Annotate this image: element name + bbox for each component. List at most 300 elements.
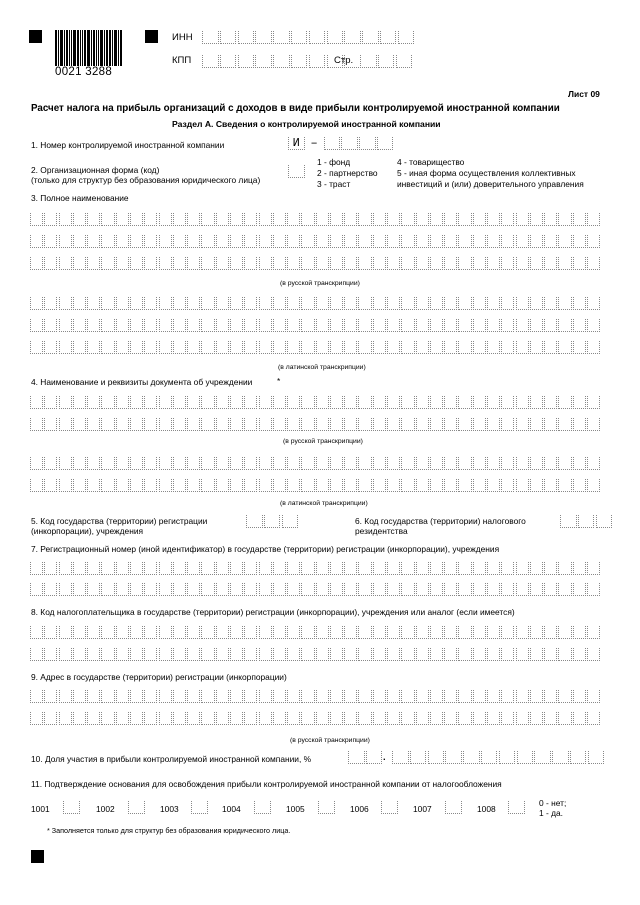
char-cell[interactable] [201,213,214,226]
char-cell[interactable] [530,341,543,354]
field-3-latin-row[interactable] [30,319,601,332]
char-cell[interactable] [216,297,229,310]
char-cell[interactable] [344,235,357,248]
exemption-code-input[interactable] [318,801,336,814]
char-cell[interactable] [44,418,57,431]
char-cell[interactable] [301,341,314,354]
char-cell[interactable] [330,319,343,332]
char-cell[interactable] [430,583,443,596]
char-cell[interactable] [444,457,457,470]
char-cell[interactable] [344,712,357,725]
char-cell[interactable] [587,690,600,703]
char-cell[interactable] [30,457,43,470]
char-cell[interactable] [87,319,100,332]
char-cell[interactable] [344,213,357,226]
char-cell[interactable] [473,648,486,661]
char-cell[interactable] [573,213,586,226]
char-cell[interactable] [173,648,186,661]
char-cell[interactable] [287,648,300,661]
char-cell[interactable] [358,341,371,354]
field-4-russian-row[interactable] [30,418,601,431]
char-cell[interactable] [230,257,243,270]
char-cell[interactable] [187,396,200,409]
char-cell[interactable] [516,319,529,332]
char-cell[interactable] [501,341,514,354]
char-cell[interactable] [73,319,86,332]
char-cell[interactable] [430,418,443,431]
char-cell[interactable] [344,257,357,270]
char-cell[interactable] [187,213,200,226]
char-cell[interactable] [401,235,414,248]
char-cell[interactable] [287,396,300,409]
char-cell[interactable] [244,648,257,661]
char-cell[interactable] [73,341,86,354]
char-cell[interactable] [516,457,529,470]
char-cell[interactable] [73,648,86,661]
char-cell[interactable] [201,457,214,470]
char-cell[interactable] [516,562,529,575]
char-cell[interactable] [373,418,386,431]
char-cell[interactable] [116,341,129,354]
field-4-latin-row[interactable] [30,457,601,470]
char-cell[interactable] [230,690,243,703]
char-cell[interactable] [216,712,229,725]
char-cell[interactable] [516,418,529,431]
char-cell[interactable] [573,712,586,725]
char-cell[interactable] [259,235,272,248]
char-cell[interactable] [401,626,414,639]
char-cell[interactable] [116,648,129,661]
char-cell[interactable] [516,690,529,703]
char-cell[interactable] [587,418,600,431]
char-cell[interactable] [44,712,57,725]
char-cell[interactable] [330,690,343,703]
char-cell[interactable] [358,479,371,492]
char-cell[interactable] [244,712,257,725]
char-cell[interactable] [373,257,386,270]
char-cell[interactable] [358,396,371,409]
char-cell[interactable] [159,479,172,492]
char-cell[interactable] [373,562,386,575]
char-cell[interactable] [473,626,486,639]
char-cell[interactable] [430,626,443,639]
char-cell[interactable] [387,690,400,703]
char-cell[interactable] [59,648,72,661]
char-cell[interactable] [173,213,186,226]
char-cell[interactable] [130,712,143,725]
char-cell[interactable] [416,396,429,409]
char-cell[interactable] [130,418,143,431]
char-cell[interactable] [301,648,314,661]
exemption-code-input[interactable] [191,801,209,814]
char-cell[interactable] [444,396,457,409]
char-cell[interactable] [101,418,114,431]
page-number-field[interactable] [360,55,413,68]
char-cell[interactable] [473,712,486,725]
char-cell[interactable] [201,712,214,725]
char-cell[interactable] [259,319,272,332]
char-cell[interactable] [544,257,557,270]
char-cell[interactable] [259,341,272,354]
char-cell[interactable] [259,418,272,431]
char-cell[interactable] [216,690,229,703]
char-cell[interactable] [487,341,500,354]
char-cell[interactable] [430,319,443,332]
char-cell[interactable] [244,457,257,470]
char-cell[interactable] [30,583,43,596]
char-cell[interactable] [544,583,557,596]
char-cell[interactable] [173,457,186,470]
field-3-russian-row[interactable] [30,257,601,270]
char-cell[interactable] [244,479,257,492]
char-cell[interactable] [259,396,272,409]
char-cell[interactable] [416,479,429,492]
char-cell[interactable] [101,712,114,725]
char-cell[interactable] [30,479,43,492]
char-cell[interactable] [558,626,571,639]
char-cell[interactable] [458,396,471,409]
char-cell[interactable] [358,418,371,431]
char-cell[interactable] [473,235,486,248]
char-cell[interactable] [44,479,57,492]
char-cell[interactable] [373,479,386,492]
char-cell[interactable] [387,648,400,661]
char-cell[interactable] [230,319,243,332]
char-cell[interactable] [387,712,400,725]
char-cell[interactable] [430,297,443,310]
char-cell[interactable] [301,319,314,332]
char-cell[interactable] [44,319,57,332]
char-cell[interactable] [216,341,229,354]
char-cell[interactable] [130,396,143,409]
char-cell[interactable] [244,297,257,310]
char-cell[interactable] [444,341,457,354]
char-cell[interactable] [573,626,586,639]
char-cell[interactable] [316,690,329,703]
char-cell[interactable] [373,457,386,470]
char-cell[interactable] [244,235,257,248]
char-cell[interactable] [30,213,43,226]
char-cell[interactable] [316,562,329,575]
char-cell[interactable] [458,712,471,725]
char-cell[interactable] [558,396,571,409]
char-cell[interactable] [287,457,300,470]
char-cell[interactable] [573,583,586,596]
char-cell[interactable] [244,257,257,270]
char-cell[interactable] [330,457,343,470]
char-cell[interactable] [216,213,229,226]
char-cell[interactable] [44,562,57,575]
char-cell[interactable] [73,562,86,575]
char-cell[interactable] [316,457,329,470]
char-cell[interactable] [544,479,557,492]
char-cell[interactable] [187,257,200,270]
char-cell[interactable] [330,479,343,492]
char-cell[interactable] [273,562,286,575]
char-cell[interactable] [573,396,586,409]
char-cell[interactable] [216,648,229,661]
char-cell[interactable] [87,626,100,639]
char-cell[interactable] [187,341,200,354]
char-cell[interactable] [544,648,557,661]
char-cell[interactable] [73,626,86,639]
char-cell[interactable] [587,341,600,354]
char-cell[interactable] [330,626,343,639]
char-cell[interactable] [444,213,457,226]
char-cell[interactable] [444,319,457,332]
char-cell[interactable] [587,626,600,639]
char-cell[interactable] [201,341,214,354]
char-cell[interactable] [301,479,314,492]
char-cell[interactable] [130,257,143,270]
char-cell[interactable] [44,213,57,226]
char-cell[interactable] [358,690,371,703]
char-cell[interactable] [501,418,514,431]
char-cell[interactable] [458,583,471,596]
char-cell[interactable] [244,583,257,596]
char-cell[interactable] [87,648,100,661]
char-cell[interactable] [30,396,43,409]
char-cell[interactable] [558,341,571,354]
char-cell[interactable] [530,319,543,332]
char-cell[interactable] [358,648,371,661]
field-4-latin-row[interactable] [30,479,601,492]
char-cell[interactable] [116,297,129,310]
char-cell[interactable] [187,690,200,703]
char-cell[interactable] [430,341,443,354]
char-cell[interactable] [587,479,600,492]
char-cell[interactable] [558,213,571,226]
char-cell[interactable] [87,479,100,492]
char-cell[interactable] [316,626,329,639]
char-cell[interactable] [373,583,386,596]
char-cell[interactable] [458,648,471,661]
char-cell[interactable] [130,479,143,492]
char-cell[interactable] [87,341,100,354]
char-cell[interactable] [587,297,600,310]
char-cell[interactable] [501,583,514,596]
char-cell[interactable] [116,712,129,725]
char-cell[interactable] [358,712,371,725]
char-cell[interactable] [458,341,471,354]
char-cell[interactable] [287,257,300,270]
char-cell[interactable] [130,626,143,639]
char-cell[interactable] [544,235,557,248]
char-cell[interactable] [330,583,343,596]
char-cell[interactable] [330,297,343,310]
char-cell[interactable] [159,690,172,703]
char-cell[interactable] [73,690,86,703]
char-cell[interactable] [344,297,357,310]
char-cell[interactable] [358,213,371,226]
char-cell[interactable] [30,341,43,354]
char-cell[interactable] [244,626,257,639]
char-cell[interactable] [473,479,486,492]
char-cell[interactable] [558,257,571,270]
char-cell[interactable] [116,235,129,248]
char-cell[interactable] [573,235,586,248]
char-cell[interactable] [59,319,72,332]
char-cell[interactable] [544,457,557,470]
char-cell[interactable] [259,626,272,639]
char-cell[interactable] [573,418,586,431]
char-cell[interactable] [259,479,272,492]
char-cell[interactable] [416,418,429,431]
char-cell[interactable] [101,479,114,492]
char-cell[interactable] [259,457,272,470]
char-cell[interactable] [558,457,571,470]
char-cell[interactable] [373,235,386,248]
char-cell[interactable] [187,457,200,470]
char-cell[interactable] [44,690,57,703]
char-cell[interactable] [401,690,414,703]
char-cell[interactable] [159,235,172,248]
char-cell[interactable] [558,418,571,431]
char-cell[interactable] [516,297,529,310]
inn-field[interactable] [202,31,416,44]
char-cell[interactable] [201,648,214,661]
char-cell[interactable] [101,235,114,248]
char-cell[interactable] [201,319,214,332]
char-cell[interactable] [244,341,257,354]
char-cell[interactable] [44,341,57,354]
char-cell[interactable] [187,626,200,639]
char-cell[interactable] [101,583,114,596]
char-cell[interactable] [358,257,371,270]
char-cell[interactable] [87,235,100,248]
char-cell[interactable] [201,690,214,703]
char-cell[interactable] [387,457,400,470]
char-cell[interactable] [516,341,529,354]
char-cell[interactable] [430,479,443,492]
char-cell[interactable] [387,341,400,354]
char-cell[interactable] [273,396,286,409]
char-cell[interactable] [487,213,500,226]
char-cell[interactable] [187,297,200,310]
char-cell[interactable] [144,396,157,409]
char-cell[interactable] [159,562,172,575]
char-cell[interactable] [59,396,72,409]
char-cell[interactable] [387,213,400,226]
char-cell[interactable] [473,297,486,310]
char-cell[interactable] [130,648,143,661]
char-cell[interactable] [259,257,272,270]
char-cell[interactable] [301,457,314,470]
char-cell[interactable] [173,235,186,248]
char-cell[interactable] [573,648,586,661]
char-cell[interactable] [530,648,543,661]
char-cell[interactable] [273,479,286,492]
char-cell[interactable] [30,297,43,310]
char-cell[interactable] [144,712,157,725]
char-cell[interactable] [87,418,100,431]
char-cell[interactable] [387,235,400,248]
char-cell[interactable] [330,396,343,409]
char-cell[interactable] [558,562,571,575]
char-cell[interactable] [30,418,43,431]
char-cell[interactable] [273,319,286,332]
char-cell[interactable] [130,319,143,332]
char-cell[interactable] [401,319,414,332]
char-cell[interactable] [187,648,200,661]
char-cell[interactable] [430,213,443,226]
char-cell[interactable] [287,562,300,575]
char-cell[interactable] [544,396,557,409]
char-cell[interactable] [130,297,143,310]
char-cell[interactable] [44,648,57,661]
char-cell[interactable] [273,418,286,431]
char-cell[interactable] [587,583,600,596]
char-cell[interactable] [387,319,400,332]
char-cell[interactable] [501,562,514,575]
char-cell[interactable] [44,297,57,310]
char-cell[interactable] [587,319,600,332]
char-cell[interactable] [416,626,429,639]
char-cell[interactable] [144,319,157,332]
char-cell[interactable] [473,562,486,575]
char-cell[interactable] [387,562,400,575]
char-cell[interactable] [273,583,286,596]
char-cell[interactable] [173,583,186,596]
char-cell[interactable] [473,583,486,596]
char-cell[interactable] [516,712,529,725]
char-cell[interactable] [573,341,586,354]
char-cell[interactable] [101,319,114,332]
char-cell[interactable] [230,648,243,661]
char-cell[interactable] [587,562,600,575]
char-cell[interactable] [387,396,400,409]
char-cell[interactable] [530,457,543,470]
char-cell[interactable] [216,583,229,596]
char-cell[interactable] [516,583,529,596]
char-cell[interactable] [487,712,500,725]
char-cell[interactable] [316,712,329,725]
char-cell[interactable] [416,319,429,332]
char-cell[interactable] [173,341,186,354]
char-cell[interactable] [487,457,500,470]
char-cell[interactable] [558,690,571,703]
char-cell[interactable] [44,257,57,270]
char-cell[interactable] [230,213,243,226]
char-cell[interactable] [558,583,571,596]
char-cell[interactable] [287,235,300,248]
char-cell[interactable] [130,341,143,354]
char-cell[interactable] [316,479,329,492]
char-cell[interactable] [344,457,357,470]
char-cell[interactable] [159,257,172,270]
char-cell[interactable] [416,562,429,575]
char-cell[interactable] [373,648,386,661]
char-cell[interactable] [387,297,400,310]
char-cell[interactable] [273,257,286,270]
char-cell[interactable] [187,712,200,725]
char-cell[interactable] [59,479,72,492]
field-10-integer-input[interactable] [348,751,384,764]
char-cell[interactable] [173,418,186,431]
char-cell[interactable] [401,396,414,409]
char-cell[interactable] [458,418,471,431]
char-cell[interactable] [401,479,414,492]
char-cell[interactable] [316,648,329,661]
char-cell[interactable] [487,479,500,492]
char-cell[interactable] [144,583,157,596]
char-cell[interactable] [87,297,100,310]
char-cell[interactable] [573,257,586,270]
char-cell[interactable] [201,257,214,270]
char-cell[interactable] [144,297,157,310]
char-cell[interactable] [530,626,543,639]
char-cell[interactable] [287,213,300,226]
